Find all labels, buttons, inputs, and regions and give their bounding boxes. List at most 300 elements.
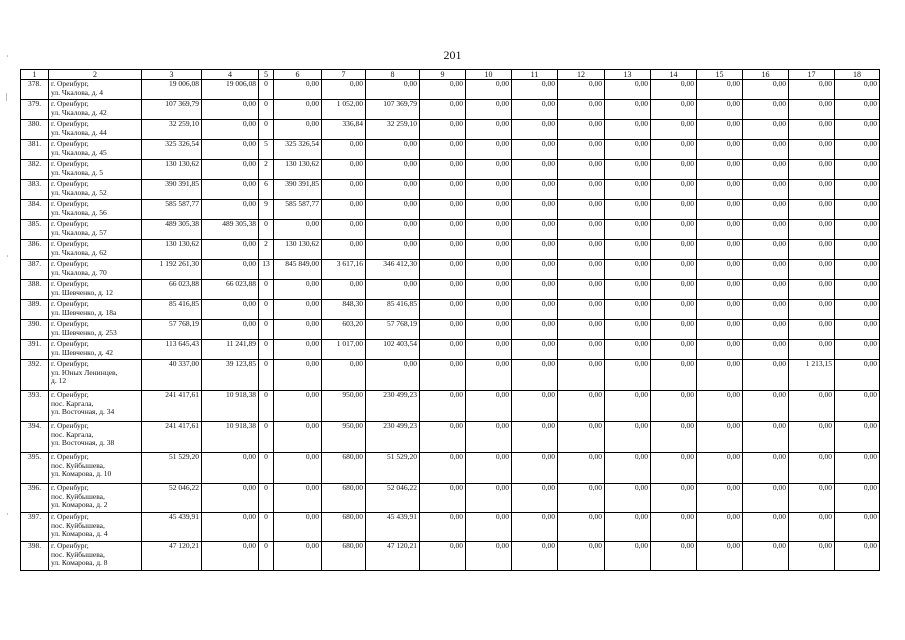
value-cell-col-3: 585 587,77	[142, 200, 202, 220]
row-number-cell: 387.	[21, 260, 49, 280]
value-cell-col-9: 0,00	[420, 260, 466, 280]
value-cell-col-12: 0,00	[558, 80, 605, 100]
address-line: г. Оренбург,	[51, 79, 89, 88]
value-cell-col-14: 0,00	[651, 180, 697, 200]
address-line: г. Оренбург,	[51, 119, 89, 128]
value-cell-col-12: 0,00	[558, 360, 605, 391]
address-line: ул. Комарова, д. 8	[51, 558, 108, 568]
table-row	[21, 120, 880, 140]
column-header: 8	[366, 70, 420, 80]
value-cell-col-17: 0,00	[789, 513, 835, 542]
address-line: пос. Куйбышева,	[51, 520, 105, 530]
value-cell-col-16: 0,00	[743, 422, 789, 453]
address-line: г. Оренбург,	[51, 219, 89, 228]
value-cell-col-16: 0,00	[743, 391, 789, 422]
value-cell-col-5: 0	[259, 360, 274, 391]
value-cell-col-4: 10 918,38	[202, 391, 259, 422]
value-cell-col-16: 0,00	[743, 542, 789, 571]
value-cell-col-16: 0,00	[743, 300, 789, 320]
value-cell-col-10: 0,00	[466, 340, 512, 360]
column-header: 1	[21, 70, 49, 80]
address-cell	[49, 391, 142, 422]
value-cell-col-11: 0,00	[512, 260, 558, 280]
value-cell-col-5: 0	[259, 391, 274, 422]
value-cell-col-6: 0,00	[274, 360, 322, 391]
value-cell-col-15: 0,00	[697, 320, 743, 340]
value-cell-col-10: 0,00	[466, 360, 512, 391]
value-cell-col-15: 0,00	[697, 280, 743, 300]
value-cell-col-7: 0,00	[322, 140, 366, 160]
row-number-cell: 380.	[21, 120, 49, 140]
table-row	[21, 320, 880, 340]
address-line: ул. Шевченко, д. 12	[51, 287, 114, 297]
value-cell-col-18: 0,00	[835, 260, 880, 280]
value-cell-col-14: 0,00	[651, 240, 697, 260]
value-cell-col-10: 0,00	[466, 80, 512, 100]
margin-mark: ·	[6, 252, 9, 261]
value-cell-col-17: 0,00	[789, 391, 835, 422]
value-cell-col-10: 0,00	[466, 422, 512, 453]
row-number-cell: 386.	[21, 240, 49, 260]
address-line: г. Оренбург,	[51, 279, 89, 288]
value-cell-col-16: 0,00	[743, 80, 789, 100]
data-table	[20, 69, 880, 571]
value-cell-col-18: 0,00	[835, 453, 880, 484]
value-cell-col-13: 0,00	[605, 453, 651, 484]
value-cell-col-17: 1 213,15	[789, 360, 835, 391]
value-cell-col-7: 0,00	[322, 80, 366, 100]
value-cell-col-16: 0,00	[743, 240, 789, 260]
address-line: г. Оренбург,	[51, 299, 89, 308]
value-cell-col-9: 0,00	[420, 200, 466, 220]
value-cell-col-8: 32 259,10	[366, 120, 420, 140]
value-cell-col-10: 0,00	[466, 484, 512, 513]
value-cell-col-15: 0,00	[697, 160, 743, 180]
address-line: ул. Восточная, д. 38	[51, 438, 115, 448]
value-cell-col-11: 0,00	[512, 240, 558, 260]
value-cell-col-10: 0,00	[466, 391, 512, 422]
address-cell	[49, 320, 142, 340]
value-cell-col-16: 0,00	[743, 260, 789, 280]
value-cell-col-8: 47 120,21	[366, 542, 420, 571]
value-cell-col-8: 230 499,23	[366, 422, 420, 453]
value-cell-col-10: 0,00	[466, 542, 512, 571]
value-cell-col-8: 57 768,19	[366, 320, 420, 340]
value-cell-col-14: 0,00	[651, 360, 697, 391]
value-cell-col-9: 0,00	[420, 340, 466, 360]
address-line: ул. Чкалова, д. 5	[51, 167, 104, 177]
value-cell-col-11: 0,00	[512, 391, 558, 422]
value-cell-col-13: 0,00	[605, 120, 651, 140]
value-cell-col-10: 0,00	[466, 140, 512, 160]
value-cell-col-4: 10 918,38	[202, 422, 259, 453]
value-cell-col-7: 680,00	[322, 484, 366, 513]
value-cell-col-7: 1 052,00	[322, 100, 366, 120]
value-cell-col-6: 325 326,54	[274, 140, 322, 160]
column-header: 4	[202, 70, 259, 80]
address-line: г. Оренбург,	[51, 239, 89, 248]
value-cell-col-10: 0,00	[466, 260, 512, 280]
value-cell-col-4: 0,00	[202, 240, 259, 260]
value-cell-col-13: 0,00	[605, 80, 651, 100]
address-cell	[49, 260, 142, 280]
address-cell	[49, 300, 142, 320]
value-cell-col-4: 0,00	[202, 260, 259, 280]
value-cell-col-10: 0,00	[466, 240, 512, 260]
value-cell-col-10: 0,00	[466, 160, 512, 180]
value-cell-col-17: 0,00	[789, 542, 835, 571]
value-cell-col-13: 0,00	[605, 484, 651, 513]
value-cell-col-8: 45 439,91	[366, 513, 420, 542]
value-cell-col-7: 950,00	[322, 422, 366, 453]
value-cell-col-15: 0,00	[697, 120, 743, 140]
value-cell-col-12: 0,00	[558, 340, 605, 360]
value-cell-col-10: 0,00	[466, 453, 512, 484]
table-row	[21, 80, 880, 100]
value-cell-col-8: 102 403,54	[366, 340, 420, 360]
value-cell-col-3: 52 046,22	[142, 484, 202, 513]
value-cell-col-4: 11 241,89	[202, 340, 259, 360]
value-cell-col-3: 19 006,08	[142, 80, 202, 100]
row-number-cell: 389.	[21, 300, 49, 320]
value-cell-col-11: 0,00	[512, 340, 558, 360]
value-cell-col-5: 0	[259, 340, 274, 360]
value-cell-col-7: 680,00	[322, 542, 366, 571]
value-cell-col-18: 0,00	[835, 340, 880, 360]
value-cell-col-8: 0,00	[366, 160, 420, 180]
value-cell-col-7: 0,00	[322, 180, 366, 200]
value-cell-col-3: 1 192 261,30	[142, 260, 202, 280]
address-line: пос. Каргала,	[51, 398, 94, 408]
value-cell-col-16: 0,00	[743, 120, 789, 140]
address-cell	[49, 140, 142, 160]
value-cell-col-8: 52 046,22	[366, 484, 420, 513]
column-header: 14	[651, 70, 697, 80]
row-number-cell: 398.	[21, 542, 49, 571]
value-cell-col-9: 0,00	[420, 422, 466, 453]
value-cell-col-9: 0,00	[420, 80, 466, 100]
column-header: 11	[512, 70, 558, 80]
value-cell-col-13: 0,00	[605, 200, 651, 220]
value-cell-col-11: 0,00	[512, 120, 558, 140]
address-cell	[49, 340, 142, 360]
value-cell-col-4: 0,00	[202, 180, 259, 200]
value-cell-col-13: 0,00	[605, 391, 651, 422]
value-cell-col-11: 0,00	[512, 360, 558, 391]
value-cell-col-9: 0,00	[420, 220, 466, 240]
value-cell-col-18: 0,00	[835, 513, 880, 542]
value-cell-col-4: 0,00	[202, 320, 259, 340]
address-line: г. Оренбург,	[51, 452, 89, 461]
address-line: ул. Шевченко, д. 42	[51, 347, 114, 357]
value-cell-col-8: 0,00	[366, 220, 420, 240]
value-cell-col-16: 0,00	[743, 320, 789, 340]
value-cell-col-8: 0,00	[366, 200, 420, 220]
value-cell-col-4: 0,00	[202, 484, 259, 513]
value-cell-col-11: 0,00	[512, 100, 558, 120]
value-cell-col-17: 0,00	[789, 200, 835, 220]
page-number: 201	[443, 48, 462, 62]
value-cell-col-12: 0,00	[558, 453, 605, 484]
value-cell-col-8: 0,00	[366, 280, 420, 300]
value-cell-col-13: 0,00	[605, 340, 651, 360]
value-cell-col-18: 0,00	[835, 280, 880, 300]
value-cell-col-6: 0,00	[274, 220, 322, 240]
value-cell-col-17: 0,00	[789, 300, 835, 320]
address-cell	[49, 453, 142, 484]
value-cell-col-14: 0,00	[651, 120, 697, 140]
value-cell-col-11: 0,00	[512, 280, 558, 300]
value-cell-col-14: 0,00	[651, 300, 697, 320]
table-row	[21, 200, 880, 220]
address-line: г. Оренбург,	[51, 421, 89, 430]
address-line: ул. Чкалова, д. 56	[51, 207, 107, 217]
value-cell-col-8: 51 529,20	[366, 453, 420, 484]
address-line: ул. Чкалова, д. 70	[51, 267, 107, 277]
margin-mark: ·	[6, 510, 9, 519]
address-line: ул. Комарова, д. 2	[51, 500, 108, 510]
value-cell-col-15: 0,00	[697, 542, 743, 571]
value-cell-col-15: 0,00	[697, 100, 743, 120]
value-cell-col-10: 0,00	[466, 320, 512, 340]
table-row	[21, 180, 880, 200]
value-cell-col-4: 0,00	[202, 120, 259, 140]
value-cell-col-6: 0,00	[274, 453, 322, 484]
address-line: пос. Куйбышева,	[51, 549, 105, 559]
address-line: пос. Каргала,	[51, 429, 94, 439]
value-cell-col-12: 0,00	[558, 140, 605, 160]
value-cell-col-12: 0,00	[558, 484, 605, 513]
value-cell-col-14: 0,00	[651, 220, 697, 240]
value-cell-col-8: 0,00	[366, 180, 420, 200]
value-cell-col-5: 0	[259, 100, 274, 120]
value-cell-col-14: 0,00	[651, 513, 697, 542]
value-cell-col-8: 230 499,23	[366, 391, 420, 422]
value-cell-col-12: 0,00	[558, 220, 605, 240]
value-cell-col-14: 0,00	[651, 140, 697, 160]
column-header: 17	[789, 70, 835, 80]
value-cell-col-6: 585 587,77	[274, 200, 322, 220]
value-cell-col-17: 0,00	[789, 340, 835, 360]
value-cell-col-16: 0,00	[743, 453, 789, 484]
value-cell-col-13: 0,00	[605, 140, 651, 160]
value-cell-col-16: 0,00	[743, 220, 789, 240]
value-cell-col-15: 0,00	[697, 300, 743, 320]
value-cell-col-11: 0,00	[512, 140, 558, 160]
row-number-cell: 383.	[21, 180, 49, 200]
address-line: г. Оренбург,	[51, 359, 89, 368]
column-header: 2	[49, 70, 142, 80]
value-cell-col-13: 0,00	[605, 422, 651, 453]
value-cell-col-8: 0,00	[366, 360, 420, 391]
column-header: 18	[835, 70, 880, 80]
value-cell-col-7: 0,00	[322, 360, 366, 391]
value-cell-col-9: 0,00	[420, 120, 466, 140]
row-number-cell: 392.	[21, 360, 49, 391]
address-line: г. Оренбург,	[51, 159, 89, 168]
value-cell-col-3: 57 768,19	[142, 320, 202, 340]
value-cell-col-14: 0,00	[651, 200, 697, 220]
value-cell-col-5: 2	[259, 160, 274, 180]
value-cell-col-18: 0,00	[835, 160, 880, 180]
value-cell-col-15: 0,00	[697, 200, 743, 220]
column-header: 6	[274, 70, 322, 80]
value-cell-col-18: 0,00	[835, 542, 880, 571]
value-cell-col-14: 0,00	[651, 280, 697, 300]
address-line: г. Оренбург,	[51, 483, 89, 492]
value-cell-col-13: 0,00	[605, 542, 651, 571]
value-cell-col-5: 0	[259, 484, 274, 513]
row-number-cell: 396.	[21, 484, 49, 513]
value-cell-col-11: 0,00	[512, 484, 558, 513]
value-cell-col-18: 0,00	[835, 80, 880, 100]
column-header: 12	[558, 70, 605, 80]
value-cell-col-10: 0,00	[466, 100, 512, 120]
row-number-cell: 397.	[21, 513, 49, 542]
value-cell-col-16: 0,00	[743, 513, 789, 542]
row-number-cell: 393.	[21, 391, 49, 422]
value-cell-col-11: 0,00	[512, 320, 558, 340]
value-cell-col-5: 0	[259, 513, 274, 542]
value-cell-col-17: 0,00	[789, 100, 835, 120]
value-cell-col-18: 0,00	[835, 200, 880, 220]
value-cell-col-15: 0,00	[697, 391, 743, 422]
value-cell-col-18: 0,00	[835, 391, 880, 422]
value-cell-col-6: 845 849,00	[274, 260, 322, 280]
value-cell-col-9: 0,00	[420, 100, 466, 120]
value-cell-col-14: 0,00	[651, 80, 697, 100]
value-cell-col-17: 0,00	[789, 260, 835, 280]
value-cell-col-16: 0,00	[743, 484, 789, 513]
value-cell-col-4: 0,00	[202, 160, 259, 180]
value-cell-col-4: 0,00	[202, 542, 259, 571]
address-line: пос. Куйбышева,	[51, 491, 105, 501]
value-cell-col-4: 489 305,38	[202, 220, 259, 240]
address-line: ул. Чкалова, д. 62	[51, 247, 107, 257]
value-cell-col-13: 0,00	[605, 360, 651, 391]
column-header: 16	[743, 70, 789, 80]
value-cell-col-6: 0,00	[274, 280, 322, 300]
row-number-cell: 381.	[21, 140, 49, 160]
address-line: г. Оренбург,	[51, 139, 89, 148]
margin-mark: ·	[6, 52, 9, 61]
value-cell-col-12: 0,00	[558, 422, 605, 453]
value-cell-col-18: 0,00	[835, 140, 880, 160]
value-cell-col-12: 0,00	[558, 300, 605, 320]
value-cell-col-10: 0,00	[466, 220, 512, 240]
value-cell-col-14: 0,00	[651, 320, 697, 340]
value-cell-col-12: 0,00	[558, 160, 605, 180]
value-cell-col-4: 0,00	[202, 200, 259, 220]
address-line: ул. Чкалова, д. 4	[51, 87, 104, 97]
address-cell	[49, 422, 142, 453]
value-cell-col-5: 0	[259, 220, 274, 240]
row-number-cell: 379.	[21, 100, 49, 120]
value-cell-col-16: 0,00	[743, 180, 789, 200]
value-cell-col-13: 0,00	[605, 300, 651, 320]
table-body	[21, 80, 880, 571]
value-cell-col-13: 0,00	[605, 160, 651, 180]
value-cell-col-13: 0,00	[605, 180, 651, 200]
value-cell-col-6: 0,00	[274, 100, 322, 120]
value-cell-col-8: 107 369,79	[366, 100, 420, 120]
value-cell-col-3: 107 369,79	[142, 100, 202, 120]
value-cell-col-7: 680,00	[322, 513, 366, 542]
address-cell	[49, 120, 142, 140]
value-cell-col-11: 0,00	[512, 513, 558, 542]
value-cell-col-15: 0,00	[697, 422, 743, 453]
value-cell-col-6: 0,00	[274, 80, 322, 100]
value-cell-col-10: 0,00	[466, 180, 512, 200]
value-cell-col-13: 0,00	[605, 280, 651, 300]
column-header: 13	[605, 70, 651, 80]
value-cell-col-7: 603,20	[322, 320, 366, 340]
row-number-cell: 395.	[21, 453, 49, 484]
value-cell-col-6: 130 130,62	[274, 240, 322, 260]
value-cell-col-12: 0,00	[558, 391, 605, 422]
value-cell-col-8: 0,00	[366, 80, 420, 100]
column-header: 7	[322, 70, 366, 80]
value-cell-col-3: 85 416,85	[142, 300, 202, 320]
value-cell-col-14: 0,00	[651, 453, 697, 484]
address-line: д. 12	[51, 376, 67, 386]
address-line: ул. Комарова, д. 4	[51, 529, 108, 539]
value-cell-col-9: 0,00	[420, 542, 466, 571]
value-cell-col-17: 0,00	[789, 280, 835, 300]
value-cell-col-5: 0	[259, 453, 274, 484]
margin-mark: |	[6, 92, 8, 101]
value-cell-col-10: 0,00	[466, 200, 512, 220]
value-cell-col-15: 0,00	[697, 453, 743, 484]
value-cell-col-9: 0,00	[420, 360, 466, 391]
value-cell-col-3: 390 391,85	[142, 180, 202, 200]
table-row	[21, 260, 880, 280]
address-line: г. Оренбург,	[51, 259, 89, 268]
table-row	[21, 100, 880, 120]
value-cell-col-15: 0,00	[697, 360, 743, 391]
value-cell-col-5: 13	[259, 260, 274, 280]
address-line: ул. Шевченко, д. 253	[51, 327, 117, 337]
value-cell-col-11: 0,00	[512, 422, 558, 453]
value-cell-col-7: 0,00	[322, 160, 366, 180]
value-cell-col-7: 336,84	[322, 120, 366, 140]
address-line: г. Оренбург,	[51, 390, 89, 399]
value-cell-col-15: 0,00	[697, 513, 743, 542]
value-cell-col-5: 0	[259, 422, 274, 453]
value-cell-col-16: 0,00	[743, 100, 789, 120]
value-cell-col-11: 0,00	[512, 300, 558, 320]
row-number-cell: 385.	[21, 220, 49, 240]
address-line: ул. Шевченко, д. 18а	[51, 307, 117, 317]
table-row	[21, 160, 880, 180]
address-line: г. Оренбург,	[51, 319, 89, 328]
value-cell-col-17: 0,00	[789, 320, 835, 340]
value-cell-col-14: 0,00	[651, 484, 697, 513]
value-cell-col-12: 0,00	[558, 240, 605, 260]
table-row	[21, 542, 880, 571]
value-cell-col-6: 0,00	[274, 422, 322, 453]
value-cell-col-18: 0,00	[835, 300, 880, 320]
row-number-cell: 384.	[21, 200, 49, 220]
value-cell-col-7: 0,00	[322, 200, 366, 220]
value-cell-col-9: 0,00	[420, 180, 466, 200]
value-cell-col-13: 0,00	[605, 220, 651, 240]
value-cell-col-18: 0,00	[835, 100, 880, 120]
value-cell-col-6: 0,00	[274, 300, 322, 320]
value-cell-col-8: 85 416,85	[366, 300, 420, 320]
value-cell-col-18: 0,00	[835, 180, 880, 200]
value-cell-col-9: 0,00	[420, 300, 466, 320]
